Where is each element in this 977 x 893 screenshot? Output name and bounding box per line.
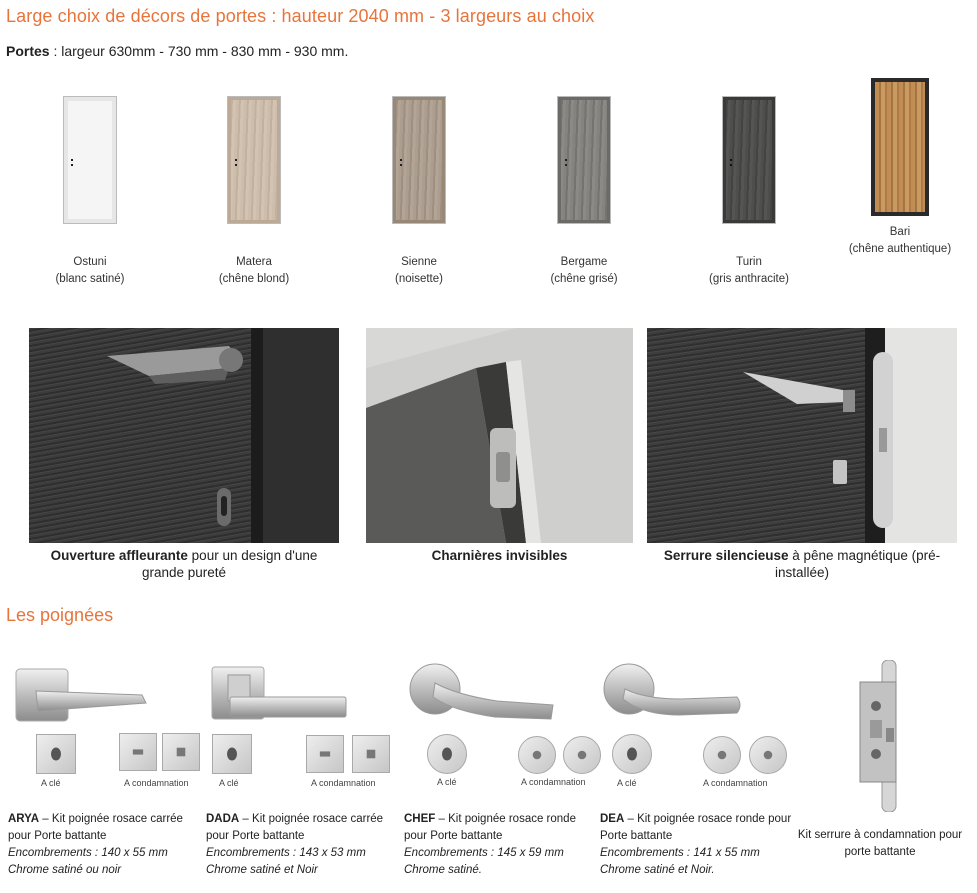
product-dims: Encombrements : 143 x 53 mm [206, 847, 366, 859]
product-desc: – Kit poignée rosace ronde pour Porte battante [600, 813, 792, 842]
product-chef [404, 811, 599, 879]
product-dea [600, 811, 795, 879]
photo-flush-door [29, 328, 339, 543]
product-desc: – Kit poignée rosace carrée pour Porte battante [206, 813, 384, 842]
feature-title: Ouverture affleurante [50, 548, 188, 563]
dada-lock-rosette-1 [306, 735, 344, 773]
lock-kit-caption: Kit serrure à condamnation pour porte battante [797, 829, 963, 858]
door-caption-bari [830, 224, 970, 258]
dada-lock-label: A condamnation [311, 778, 376, 788]
chef-key-rosette [427, 734, 467, 774]
arya-key-label: A clé [41, 778, 61, 788]
feature-desc: à pêne magnétique (pré-installée) [774, 548, 941, 580]
handle-arya-image [12, 663, 152, 727]
door-sienne [392, 96, 446, 224]
dea-key-label: A clé [617, 778, 637, 788]
door-matera [227, 96, 281, 224]
product-finish: Chrome satiné et Noir [206, 864, 318, 876]
door-desc: (chêne grisé) [550, 273, 618, 285]
dea-lock-rosette-2 [749, 736, 787, 774]
door-name: Ostuni [73, 256, 107, 268]
dea-lock-rosette-1 [703, 736, 741, 774]
chef-lock-rosette-1 [518, 736, 556, 774]
product-arya [8, 811, 203, 879]
feature-title: Serrure silencieuse [663, 548, 789, 563]
door-name: Matera [236, 256, 272, 268]
photo-hinges [366, 328, 633, 543]
arya-lock-rosette-2 [162, 733, 200, 771]
door-desc: (chêne authentique) [848, 243, 952, 255]
product-name: ARYA [8, 813, 40, 825]
door-name: Sienne [401, 256, 437, 268]
door-caption-ostuni [20, 254, 160, 288]
product-dims: Encombrements : 140 x 55 mm [8, 847, 168, 859]
door-desc: (blanc satiné) [55, 273, 125, 285]
door-turin [722, 96, 776, 224]
doors-label: Portes [6, 43, 50, 59]
door-name: Bari [889, 226, 911, 238]
photo-silent-lock [647, 328, 957, 543]
handle-chef-image [407, 661, 557, 725]
door-widths-text: : largeur 630mm - 730 mm - 830 mm - 930 mm. [49, 43, 349, 59]
product-desc: – Kit poignée rosace carrée pour Porte battante [8, 813, 183, 842]
product-dims: Encombrements : 145 x 59 mm [404, 847, 564, 859]
door-desc: (gris anthracite) [709, 273, 789, 285]
product-desc: – Kit poignée rosace ronde pour Porte battante [404, 813, 576, 842]
chef-lock-rosette-2 [563, 736, 601, 774]
feature-caption-hinges [366, 547, 633, 564]
product-dims: Encombrements : 141 x 55 mm [600, 847, 760, 859]
dada-key-label: A clé [219, 778, 239, 788]
page-title: Large choix de décors de portes : hauteur 2040 mm - 3 largeurs au choix [6, 6, 595, 26]
arya-lock-label: A condamnation [124, 778, 189, 788]
door-bari [871, 78, 929, 216]
door-bergame [557, 96, 611, 224]
handle-dea-image [601, 661, 751, 725]
door-name: Turin [736, 256, 762, 268]
feature-caption-flush [29, 547, 339, 581]
door-caption-matera [184, 254, 324, 288]
feature-desc: pour un design d'une grande pureté [141, 548, 318, 580]
chef-key-label: A clé [437, 777, 457, 787]
arya-key-rosette [36, 734, 76, 774]
handles-section-title: Les poignées [6, 605, 114, 625]
door-desc: (chêne blond) [218, 273, 290, 285]
door-desc: (noisette) [395, 273, 443, 285]
feature-title: Charnières invisibles [431, 548, 568, 563]
door-caption-bergame [514, 254, 654, 288]
door-caption-sienne [349, 254, 489, 288]
product-finish: Chrome satiné. [404, 864, 482, 876]
dea-key-rosette [612, 734, 652, 774]
product-finish: Chrome satiné ou noir [8, 864, 122, 876]
dada-key-rosette [212, 734, 252, 774]
product-finish: Chrome satiné et Noir. [600, 864, 715, 876]
product-name: DEA [600, 813, 625, 825]
door-ostuni [63, 96, 117, 224]
feature-caption-lock [640, 547, 964, 581]
handle-dada-image [208, 661, 348, 725]
door-name: Bergame [560, 256, 608, 268]
product-name: DADA [206, 813, 240, 825]
dea-lock-label: A condamnation [703, 778, 768, 788]
product-name: CHEF [404, 813, 436, 825]
door-caption-turin [679, 254, 819, 288]
product-dada [206, 811, 401, 879]
arya-lock-rosette-1 [119, 733, 157, 771]
dada-lock-rosette-2 [352, 735, 390, 773]
chef-lock-label: A condamnation [521, 777, 586, 787]
lock-kit-image [856, 660, 916, 812]
door-widths [6, 43, 348, 59]
